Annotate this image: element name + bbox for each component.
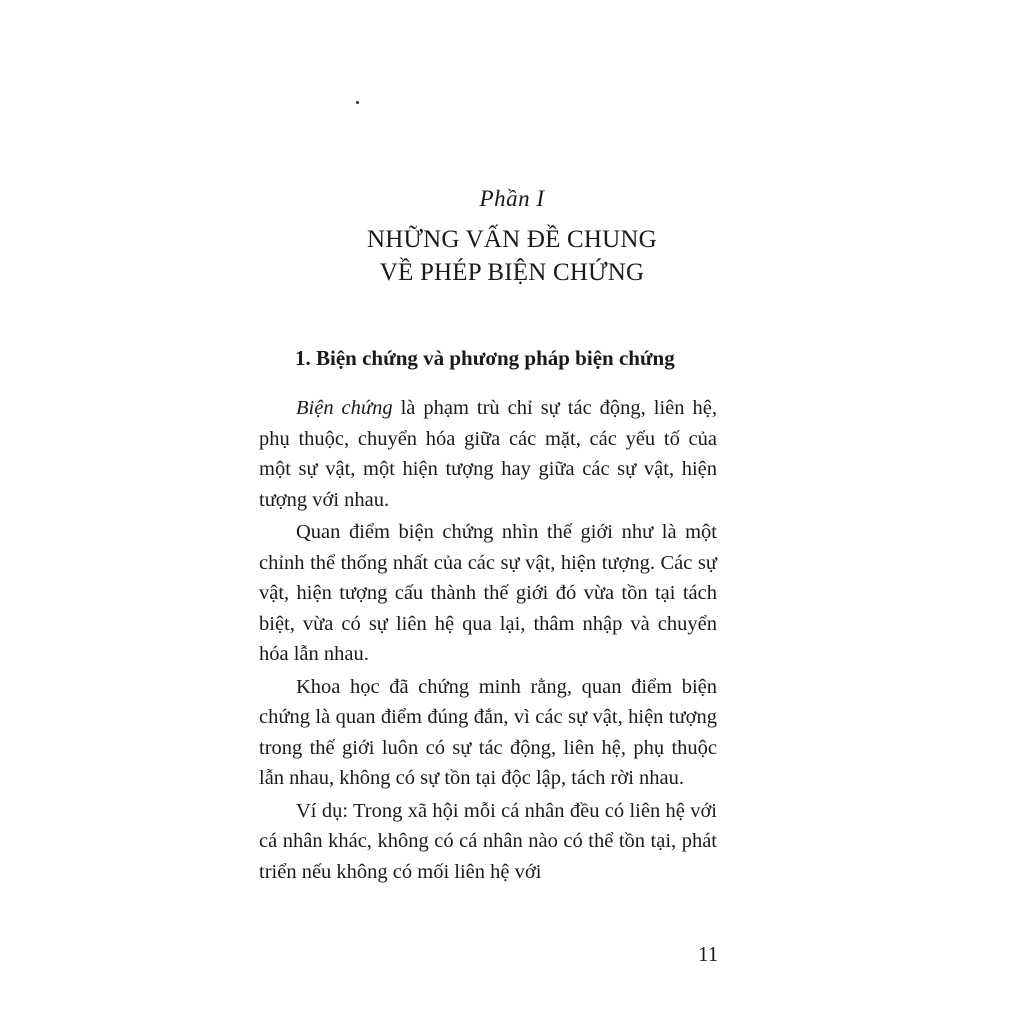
print-speck [356,101,359,104]
part-label: Phần I [479,186,545,211]
paragraph-1-text: là phạm trù chỉ sự tác động, liên hệ, phụ thuộc, chuyển hóa giữa các mặt, các yếu tố của một sự vật, một hiện tượng hay giữa các sự vật, hiện tượng với nhau. [259,397,717,511]
part-title-line-1: NHỮNG VẤN ĐỀ CHUNG [367,226,657,253]
paragraph-4: Ví dụ: Trong xã hội mỗi cá nhân đều có liên hệ với cá nhân khác, không có cá nhân nào có thể tồn tại, phát triển nếu không có mối liên hệ với [259,799,717,883]
paragraph-1-term: Biện chứng [296,397,393,419]
paragraph-1 [259,393,717,515]
body-text [259,393,717,889]
paragraph-2: Quan điểm biện chứng nhìn thế giới như là một chỉnh thể thống nhất của các sự vật, hiện tượng. Các sự vật, hiện tượng cấu thành thế giới đó vừa tồn tại tách biệt, vừa có sự liên hệ qua lại, thâm nhập và chuyển hóa lẫn nhau. [259,521,717,665]
page-number: 11 [698,942,719,966]
part-title-line-2: VỀ PHÉP BIỆN CHỨNG [379,259,645,286]
section-heading: 1. Biện chứng và phương pháp biện chứng [295,346,675,370]
paragraph-3: Khoa học đã chứng minh rằng, quan điểm biện chứng là quan điểm đúng đắn, vì các sự vật, hiện tượng trong thế giới luôn có sự tác động, liên hệ, phụ thuộc lẫn nhau, không có sự tồn tại độc lập, tách rời nhau. [259,675,717,789]
